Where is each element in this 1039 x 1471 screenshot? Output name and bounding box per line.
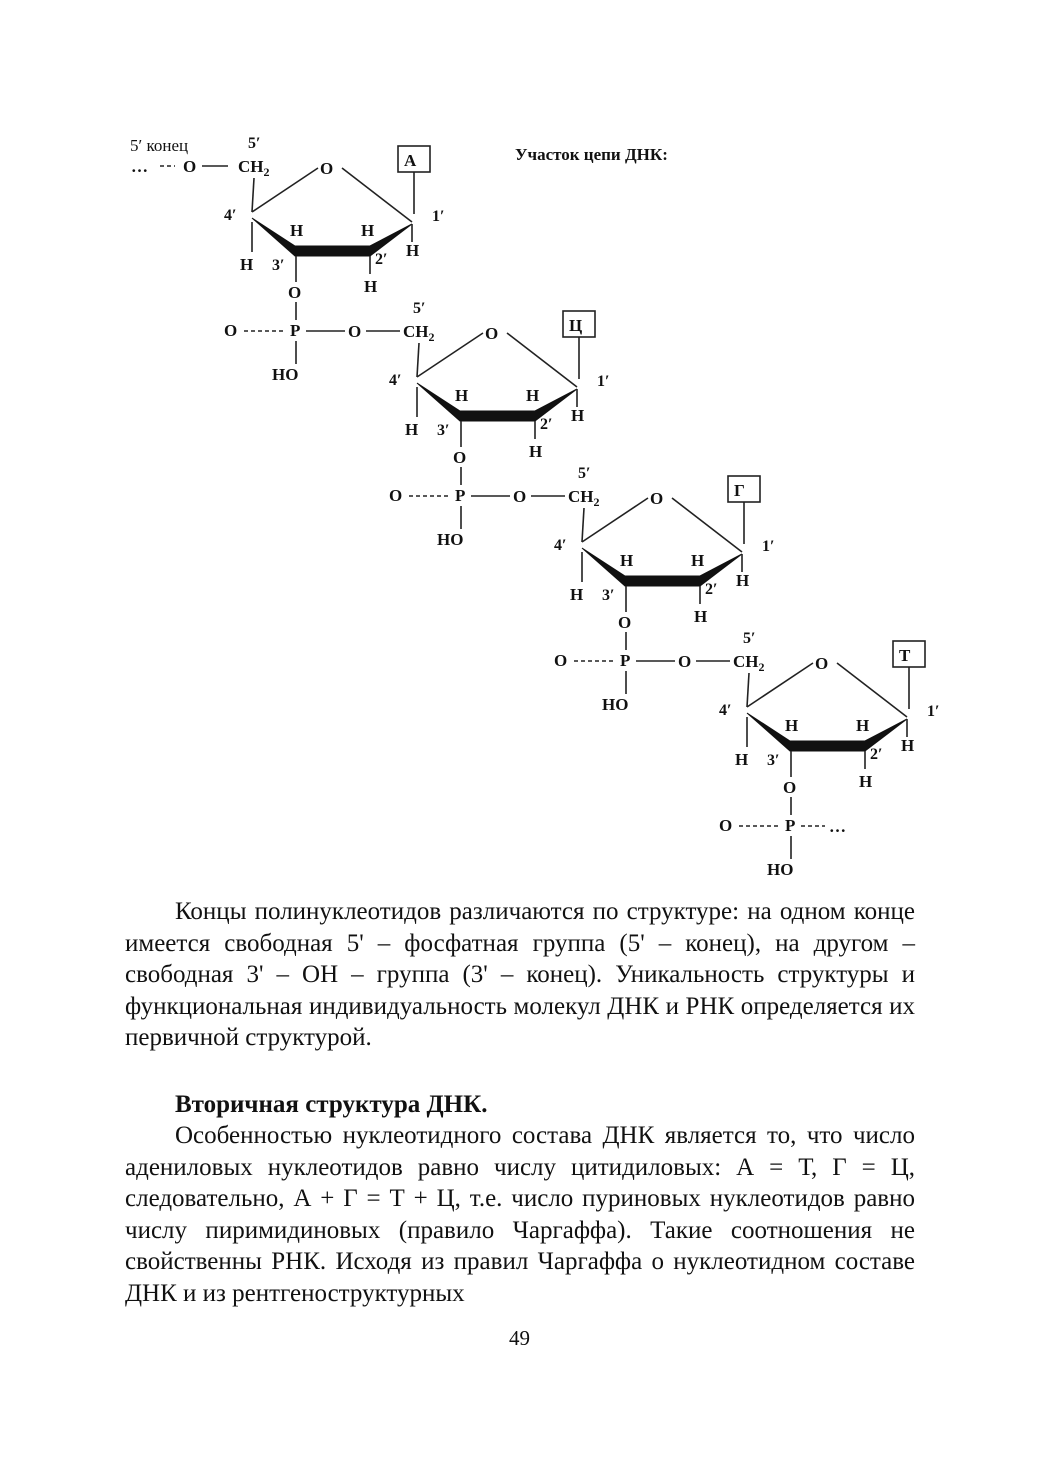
ring-oxygen: O <box>485 324 499 343</box>
ring-oxygen: O <box>320 159 334 178</box>
phosphate-bridge-oxygen: O <box>348 322 362 341</box>
carbon-label-1: 1′ <box>432 208 445 225</box>
c1-hydrogen: H <box>736 571 750 590</box>
ring-hydrogen: H <box>290 221 304 240</box>
c1-hydrogen: H <box>571 406 585 425</box>
carbon-label-5: 5′ <box>578 465 591 482</box>
bond-ch2-c4 <box>252 178 254 212</box>
five-prime-end-label: 5′ конец <box>130 136 189 155</box>
carbon-label-5: 5′ <box>413 300 426 317</box>
bond-ch2-c4 <box>582 508 584 542</box>
ring-bottom-edge <box>747 713 907 751</box>
chain-start-oxygen: O <box>183 157 197 176</box>
c3-hydrogen: H <box>240 255 254 274</box>
ring-hydrogen: H <box>361 221 375 240</box>
ring-hydrogen: H <box>856 716 870 735</box>
carbon-label-2: 2′ <box>870 746 883 763</box>
base-label: Г <box>734 481 745 500</box>
carbon-label-4: 4′ <box>224 207 237 224</box>
section-heading: Вторичная структура ДНК. <box>175 1091 488 1118</box>
phosphate-hydroxyl: HO <box>767 860 794 879</box>
carbon-label-4: 4′ <box>389 372 402 389</box>
phosphate-bridge-oxygen: O <box>513 487 527 506</box>
diagram-title: Участок цепи ДНК: <box>515 145 668 164</box>
bond-o-c1 <box>672 498 742 552</box>
c2-hydrogen: H <box>694 607 708 626</box>
section-heading-block <box>125 1089 915 1121</box>
phosphorus: P <box>620 651 631 670</box>
carbon-label-1: 1′ <box>762 538 775 555</box>
phosphate-bridge-oxygen: O <box>678 652 692 671</box>
carbon-label-4: 4′ <box>554 537 567 554</box>
ring-bottom-edge <box>417 383 577 421</box>
paragraph-chargaff-rule <box>125 1120 915 1309</box>
carbon-label-5: 5′ <box>743 630 756 647</box>
phosphorus: P <box>785 816 796 835</box>
carbon-label-5: 5′ <box>248 135 261 152</box>
c2-hydrogen: H <box>364 277 378 296</box>
phosphate-double-oxygen: O <box>389 486 403 505</box>
carbon-label-2: 2′ <box>540 416 553 433</box>
methylene-group: $CH_2$ <box>568 487 600 509</box>
base-label: А <box>404 151 417 170</box>
methylene-group: $CH_2$ <box>403 322 435 344</box>
carbon-label-3: 3′ <box>767 752 780 769</box>
carbon-label-3: 3′ <box>602 587 615 604</box>
phosphate-ester-oxygen: O <box>618 613 632 632</box>
ring-hydrogen: H <box>526 386 540 405</box>
methylene-group: $CH_2$ <box>733 652 765 674</box>
c3-hydrogen: H <box>405 420 419 439</box>
carbon-label-3: 3′ <box>437 422 450 439</box>
phosphate-hydroxyl: HO <box>437 530 464 549</box>
ring-hydrogen: H <box>455 386 469 405</box>
phosphate-hydroxyl: HO <box>602 695 629 714</box>
ring-oxygen: O <box>650 489 664 508</box>
methylene-group: $CH_2$ <box>238 157 270 179</box>
nucleotide-units <box>224 135 940 879</box>
phosphorus: P <box>455 486 466 505</box>
phosphate-double-oxygen: O <box>224 321 238 340</box>
c2-hydrogen: H <box>529 442 543 461</box>
paragraph-text: Особенностью нуклеотидного состава ДНК является то, что число адениловых нуклеотидов равно числу цитидиловых: А = Т, Г = Ц, следовательно, А + Г = Т + Ц, т.е. число пуриновых нуклеотидов равно числу пиримидиновых (правило Чаргаффа). Такие соотношения не свойственны РНК. Исходя из правил Чаргаффа о нуклеотидном составе ДНК и из рентгеноструктурных <box>125 1122 915 1307</box>
paragraph-polynucleotide-ends <box>125 896 915 1054</box>
phosphate-ester-oxygen: O <box>288 283 302 302</box>
carbon-label-2: 2′ <box>705 581 718 598</box>
bond-o-c1 <box>342 168 412 222</box>
page-number: 49 <box>509 1326 530 1350</box>
phosphate-double-oxygen: O <box>554 651 568 670</box>
c1-hydrogen: H <box>406 241 420 260</box>
c2-hydrogen: H <box>859 772 873 791</box>
carbon-label-2: 2′ <box>375 251 388 268</box>
carbon-label-1: 1′ <box>927 703 940 720</box>
paragraph-text: Концы полинуклеотидов различаются по структуре: на одном конце имеется свободная 5' – фосфатная группа (5' – конец), на другом – свободная 3' – ОН – группа (3' – конец). Уникальность структуры и функциональная индивидуальность молекул ДНК и РНК определяется их первичной структурой. <box>125 898 915 1051</box>
c3-hydrogen: H <box>570 585 584 604</box>
c3-hydrogen: H <box>735 750 749 769</box>
ring-bottom-edge <box>582 548 742 586</box>
phosphate-double-oxygen: O <box>719 816 733 835</box>
ring-hydrogen: H <box>691 551 705 570</box>
chain-end-dots: … <box>829 817 846 836</box>
bond-o-c1 <box>507 333 577 387</box>
carbon-label-4: 4′ <box>719 702 732 719</box>
carbon-label-3: 3′ <box>272 257 285 274</box>
chain-start-dots: … <box>131 157 148 176</box>
bond-ch2-c4 <box>417 343 419 377</box>
ring-hydrogen: H <box>785 716 799 735</box>
base-label: Т <box>899 646 911 665</box>
ring-hydrogen: H <box>620 551 634 570</box>
base-label: Ц <box>569 316 583 335</box>
carbon-label-1: 1′ <box>597 373 610 390</box>
c1-hydrogen: H <box>901 736 915 755</box>
phosphate-ester-oxygen: O <box>453 448 467 467</box>
bond-o-c1 <box>837 663 907 717</box>
ring-bottom-edge <box>252 218 412 256</box>
bond-ch2-c4 <box>747 673 749 707</box>
phosphorus: P <box>290 321 301 340</box>
phosphate-ester-oxygen: O <box>783 778 797 797</box>
ring-oxygen: O <box>815 654 829 673</box>
phosphate-hydroxyl: HO <box>272 365 299 384</box>
